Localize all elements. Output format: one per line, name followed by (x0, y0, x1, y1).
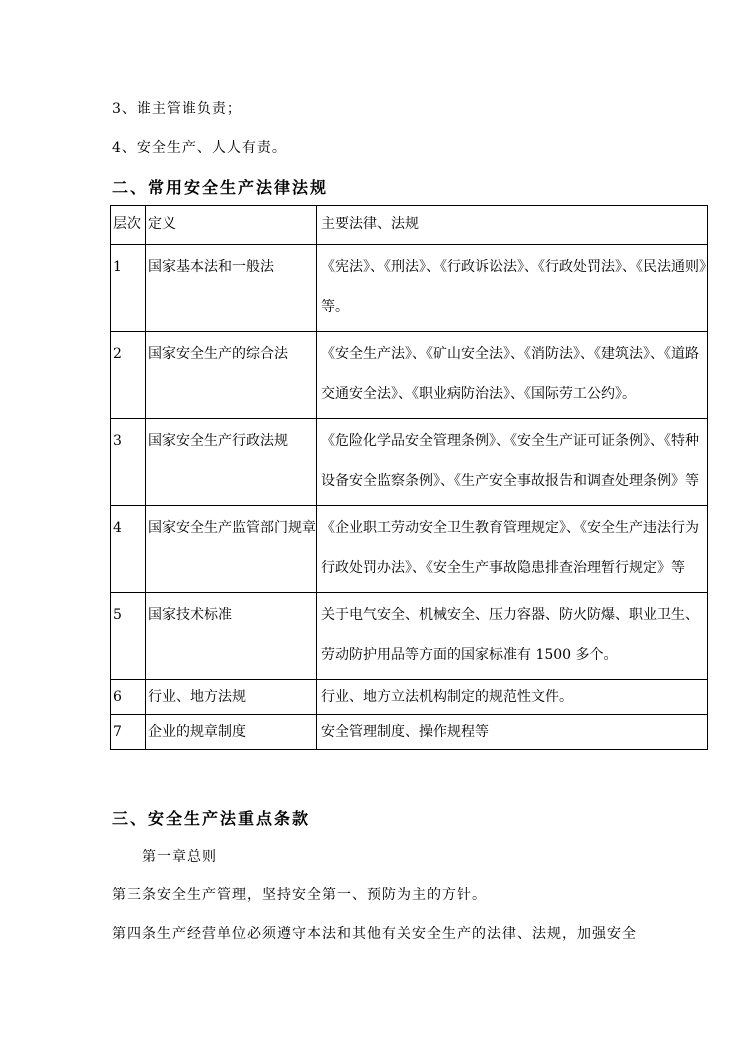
table-row (111, 332, 708, 419)
row-definition: 国家技术标准 (146, 593, 317, 680)
row-laws: 行业、地方立法机构制定的规范性文件。 (317, 680, 708, 715)
row-level: 4 (111, 506, 146, 593)
table-row (111, 680, 708, 715)
row-level: 2 (111, 332, 146, 419)
row-definition: 国家基本法和一般法 (146, 245, 317, 332)
row-level: 3 (111, 419, 146, 506)
header-laws: 主要法律、法规 (317, 206, 708, 245)
row-laws: 《危险化学品安全管理条例》、《安全生产证可证条例》、《特种设备安全监察条例》、《生产安全事故报告和调查处理条例》等 (317, 419, 708, 506)
row-definition: 国家安全生产监管部门规章 (146, 506, 317, 593)
laws-table (110, 205, 708, 750)
principle-item-4: 4、安全生产、人人有责。 (112, 140, 287, 156)
row-laws: 《企业职工劳动安全卫生教育管理规定》、《安全生产违法行为行政处罚办法》、《安全生产事故隐患排查治理暂行规定》等 (317, 506, 708, 593)
row-level: 5 (111, 593, 146, 680)
table-row (111, 419, 708, 506)
row-laws: 关于电气安全、机械安全、压力容器、防火防爆、职业卫生、劳动防护用品等方面的国家标准有 1500 多个。 (317, 593, 708, 680)
row-definition: 行业、地方法规 (146, 680, 317, 715)
row-laws: 安全管理制度、操作规程等 (317, 715, 708, 750)
section-2-heading: 二、常用安全生产法律法规 (112, 178, 329, 197)
row-laws: 《安全生产法》、《矿山安全法》、《消防法》、《建筑法》、《道路交通安全法》、《职业病防治法》、《国际劳工公约》。 (317, 332, 708, 419)
article-4: 第四条生产经营单位必须遵守本法和其他有关安全生产的法律、法规，加强安全 (112, 926, 637, 942)
section-3-heading: 三、安全生产法重点条款 (112, 809, 311, 828)
row-laws: 《宪法》、《刑法》、《行政诉讼法》、《行政处罚法》、《民法通则》等。 (317, 245, 708, 332)
row-level: 1 (111, 245, 146, 332)
header-definition: 定义 (146, 206, 317, 245)
chapter-title: 第一章总则 (142, 849, 217, 865)
table-row (111, 245, 708, 332)
header-level: 层次 (111, 206, 146, 245)
article-3: 第三条安全生产管理，坚持安全第一、预防为主的方针。 (112, 887, 487, 903)
table-header-row (111, 206, 708, 245)
principle-item-3: 3、谁主管谁负责； (112, 101, 242, 117)
table-row (111, 593, 708, 680)
row-level: 7 (111, 715, 146, 750)
table-row (111, 506, 708, 593)
row-definition: 企业的规章制度 (146, 715, 317, 750)
row-level: 6 (111, 680, 146, 715)
table-row (111, 715, 708, 750)
row-definition: 国家安全生产的综合法 (146, 332, 317, 419)
row-definition: 国家安全生产行政法规 (146, 419, 317, 506)
